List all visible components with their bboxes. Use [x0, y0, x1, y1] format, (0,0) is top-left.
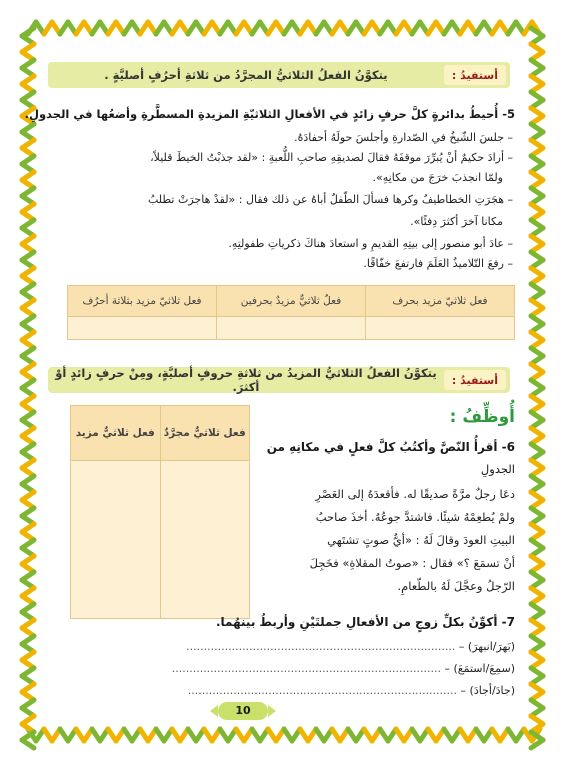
- rule-box-2: [48, 367, 510, 393]
- table-header: فعل ثلاثيٌّ مزيد: [71, 406, 161, 461]
- exercise-5-line: – رفعَ التّلاميذُ العَلَمَ فارتفعَ خفّاقًا.: [363, 257, 513, 270]
- rule-label-1: أستفيدُ :: [444, 65, 506, 85]
- exercise-5-line: – أرادَ حكيمٌ أنْ يُبرِّرَ موقفَهُ فقالَ لصديقِهِ صاحبِ اللُّعبةِ : «لقد جذبْتُ الخيطَ قليلاً،: [150, 151, 513, 164]
- table-header: فعل ثلاثيٌّ مجرَّدٌ: [160, 406, 250, 461]
- page-number: 10: [218, 702, 268, 720]
- exercise-5-table: [67, 285, 515, 340]
- exercise-5-line: مكانا آخرَ أكثرَ دِفئًا».: [410, 215, 503, 228]
- exercise-6-text: البيتِ العودَ وقالَ لَهُ : «أيُّ صوتٍ تشتَهي: [327, 533, 515, 547]
- table-header: فعلٌ ثلاثيٌّ مزيدٌ بحرفين: [217, 286, 366, 317]
- answer-line[interactable]: .............................................................................: [171, 662, 441, 675]
- exercise-7-item[interactable]: [45, 640, 515, 653]
- apply-heading: أُوظِّفُ :: [449, 407, 515, 427]
- answer-cell[interactable]: [71, 461, 161, 619]
- exercise-5-line: – جلسَ الشّيخُ في الصّدارةِ وأجلسَ حولَهُ أحفادَهُ.: [294, 131, 513, 144]
- exercise-6-text: أنْ تسمَعَ ؟» فقال : «صوتُ المقلاةِ» فخَجِلَ: [309, 556, 515, 570]
- exercise-7-title: 7- أكوِّنُ بكلِّ زوجٍ من الأفعالِ جملتَيْنِ وأربطُ بينهُما.: [215, 615, 515, 629]
- exercise-6-table: [70, 405, 250, 619]
- answer-cell[interactable]: [366, 317, 515, 340]
- rule-text-2: يتكوَّنُ الفعلُ الثلاثيُّ المزيدُ من ثلاثةِ حروفٍ أصليَّةٍ، ومِنْ حرفٍ زائدٍ أوْ أكثرَ.: [55, 366, 437, 394]
- table-header: فعل ثلاثيّ مزيد بثلاثة أحرُف: [68, 286, 217, 317]
- answer-cell[interactable]: [160, 461, 250, 619]
- exercise-5-title: 5- أُحيطُ بدائرةٍ كلَّ حرفٍ زائدٍ في الأفعالِ الثلاثيّةِ المزيدةِ المسطَّرةِ وأضعُها في الجدولِ.: [24, 107, 515, 121]
- answer-cell[interactable]: [68, 317, 217, 340]
- exercise-7-item[interactable]: [45, 684, 515, 697]
- exercise-7-item[interactable]: [45, 662, 515, 675]
- exercise-6-text: دعَا رجلٌ مرَّةً صديقًا له. فأقعدَهُ إلى العَصْرِ: [315, 487, 515, 501]
- verb-pair: (جادَ/أجادَ) –: [460, 684, 515, 697]
- exercise-5-line: – عادَ أبو منصور إلى بيتِهِ القديمِ و استعادَ هناكَ ذكرياتِ طفولتِهِ.: [228, 237, 513, 250]
- exercise-6-text: ولمْ يُطعِمْهُ شيئًا. فاشتدَّ جوعُهُ. أخذَ صاحبُ: [315, 510, 515, 524]
- exercise-6-text: الرّجلُ وعجَّلَ لَهُ بالطّعامِ.: [397, 579, 515, 593]
- answer-line[interactable]: .............................................................................: [187, 684, 458, 697]
- worksheet-page: [24, 45, 525, 725]
- answer-cell[interactable]: [217, 317, 366, 340]
- exercise-6-title: 6- أقرأُ النّصَّ وأكتُبُ كلَّ فعلٍ في مكانِهِ من: [266, 440, 515, 454]
- exercise-5-line: – هجَرَتِ الخطاطيفُ وكرها فسألَ الطّفلُ أباهُ عن ذلك فقال : «لقدْ هاجرَتْ تطلبُ: [147, 193, 513, 206]
- answer-line[interactable]: .............................................................................: [186, 640, 456, 653]
- table-header: فعل ثلاثيّ مزيد بحرف: [366, 286, 515, 317]
- rule-text-1: يتكوَّنُ الفعلُ الثلاثيُّ المجرَّدُ من ثلاثةِ أحرُفٍ أصليَّةٍ .: [104, 68, 388, 82]
- rule-label-2: أستفيدُ :: [444, 370, 506, 390]
- exercise-5-line: ولمّا انجذبَ خرَجَ من مكانِهِ».: [372, 171, 503, 184]
- rule-box-1: [48, 62, 510, 88]
- verb-pair: (سمِعَ/استمَعَ) –: [444, 662, 515, 675]
- exercise-6-title: الجدولِ: [480, 462, 515, 476]
- verb-pair: (بَهرَ/انبهرَ) –: [458, 640, 515, 653]
